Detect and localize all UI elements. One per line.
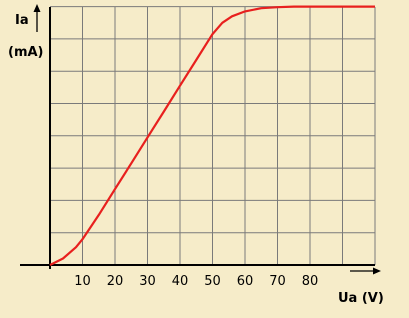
y-axis-arrow-icon: [34, 4, 41, 12]
axes: [20, 4, 381, 275]
x-axis-label: Ua (V): [338, 291, 384, 306]
grid: [50, 7, 375, 265]
y-axis-label-symbol: Ia: [15, 13, 29, 28]
x-tick-label: 30: [139, 274, 156, 289]
x-tick-label: 20: [106, 274, 124, 289]
x-tick-label: 40: [171, 274, 189, 289]
x-tick-label: 80: [301, 274, 319, 289]
x-tick-label: 50: [204, 274, 221, 289]
y-axis-label-unit: (mA): [8, 45, 44, 60]
x-tick-label: 10: [74, 274, 91, 289]
x-tick-label: 70: [269, 274, 286, 289]
x-tick-labels: [74, 274, 318, 289]
x-tick-label: 60: [236, 274, 254, 289]
